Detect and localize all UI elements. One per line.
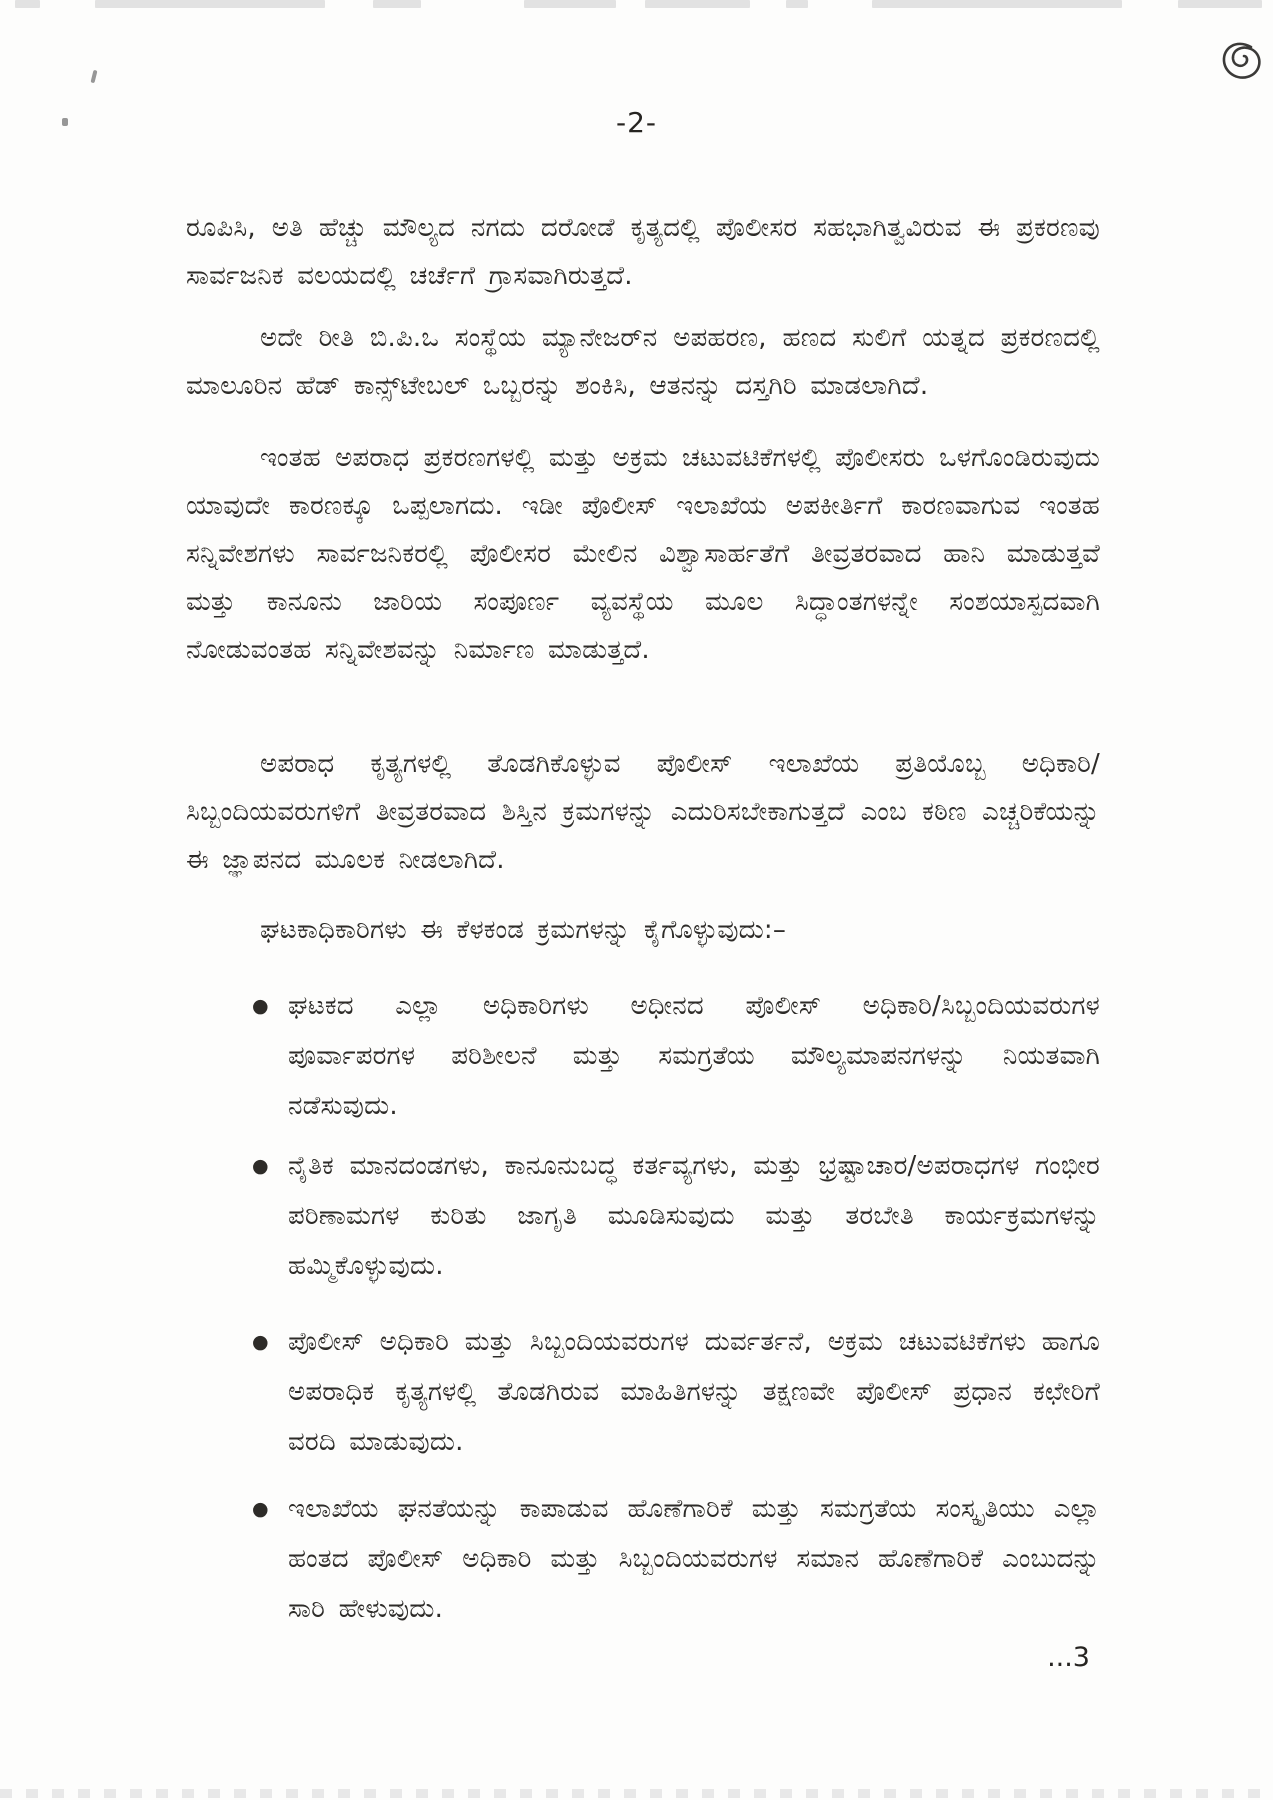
bullet-item-text: ಘಟಕದ ಎಲ್ಲಾ ಅಧಿಕಾರಿಗಳು ಅಧೀನದ ಪೊಲೀಸ್ ಅಧಿಕಾರಿ/ಸಿಬ್ಬಂದಿಯವರುಗಳ ಪೂರ್ವಾಪರಗಳ ಪರಿಶೀಲನೆ ಮತ್ತು ಸಮಗ್ರತೆಯ ಮೌಲ್ಯಮಾಪನಗಳನ್ನು ನಿಯತವಾಗಿ ನಡೆಸುವುದು. <box>288 991 1100 1121</box>
paragraph-continuation: ರೂಪಿಸಿ, ಅತಿ ಹೆಚ್ಚು ಮೌಲ್ಯದ ನಗದು ದರೋಡೆ ಕೃತ್ಯದಲ್ಲಿ ಪೊಲೀಸರ ಸಹಭಾಗಿತ್ವವಿರುವ ಈ ಪ್ರಕರಣವು ಸಾರ್ವಜನಿಕ ವಲಯದಲ್ಲಿ ಚರ್ಚೆಗೆ ಗ್ರಾಸವಾಗಿರುತ್ತದೆ. <box>186 213 1100 291</box>
bullet-item-text: ಇಲಾಖೆಯ ಘನತೆಯನ್ನು ಕಾಪಾಡುವ ಹೊಣೆಗಾರಿಕೆ ಮತ್ತು ಸಮಗ್ರತೆಯ ಸಂಸ್ಕೃತಿಯು ಎಲ್ಲಾ ಹಂತದ ಪೊಲೀಸ್ ಅಧಿಕಾರಿ ಮತ್ತು ಸಿಬ್ಬಂದಿಯವರುಗಳ ಸಮಾನ ಹೊಣೆಗಾರಿಕೆ ಎಂಬುದನ್ನು ಸಾರಿ ಹೇಳುವುದು. <box>288 1494 1100 1624</box>
scan-artifact-top <box>645 0 750 8</box>
bullet-item <box>186 1484 1100 1634</box>
scan-artifact-bottom <box>0 1789 1273 1798</box>
ink-speck <box>90 70 97 84</box>
scan-artifact-top <box>786 0 808 8</box>
bullet-dot-icon: ● <box>252 1155 269 1177</box>
scan-artifact-top <box>1178 0 1262 8</box>
bullet-item <box>186 1141 1100 1291</box>
bullet-dot-icon: ● <box>252 1498 269 1520</box>
bullet-item-text: ನೈತಿಕ ಮಾನದಂಡಗಳು, ಕಾನೂನುಬದ್ಧ ಕರ್ತವ್ಯಗಳು, ಮತ್ತು ಭ್ರಷ್ಟಾಚಾರ/ಅಪರಾಧಗಳ ಗಂಭೀರ ಪರಿಣಾಮಗಳ ಕುರಿತು ಜಾಗೃತಿ ಮೂಡಿಸುವುದು ಮತ್ತು ತರಬೇತಿ ಕಾರ್ಯಕ್ರಮಗಳನ್ನು ಹಮ್ಮಿಕೊಳ್ಳುವುದು. <box>288 1151 1100 1281</box>
scan-artifact-top <box>524 0 616 8</box>
scan-artifact-top <box>95 0 325 8</box>
page-number: -2- <box>615 106 658 139</box>
paragraph: ಅದೇ ರೀತಿ ಬಿ.ಪಿ.ಒ ಸಂಸ್ಥೆಯ ಮ್ಯಾನೇಜರ್‌ನ ಅಪಹರಣ, ಹಣದ ಸುಲಿಗೆ ಯತ್ನದ ಪ್ರಕರಣದಲ್ಲಿ ಮಾಲೂರಿನ ಹೆಡ್ ಕಾನ್ಸ್‌ಟೇಬಲ್ ಒಬ್ಬರನ್ನು ಶಂಕಿಸಿ, ಆತನನ್ನು ದಸ್ತಗಿರಿ ಮಾಡಲಾಗಿದೆ. <box>186 323 1100 401</box>
scan-artifact-top <box>15 0 40 8</box>
bullet-dot-icon: ● <box>252 1331 269 1353</box>
bullet-item <box>186 1317 1100 1467</box>
paragraph-list-intro: ಘಟಕಾಧಿಕಾರಿಗಳು ಈ ಕೆಳಕಂಡ ಕ್ರಮಗಳನ್ನು ಕೈಗೊಳ್ಳುವುದು:– <box>260 915 787 945</box>
bullet-dot-icon: ● <box>252 995 269 1017</box>
bullet-item <box>186 981 1100 1131</box>
continuation-marker: ...3 <box>1047 1642 1090 1673</box>
scan-artifact-top <box>373 0 421 8</box>
scan-artifact-top <box>872 0 1122 8</box>
paragraph: ಇಂತಹ ಅಪರಾಧ ಪ್ರಕರಣಗಳಲ್ಲಿ ಮತ್ತು ಅಕ್ರಮ ಚಟುವಟಿಕೆಗಳಲ್ಲಿ ಪೊಲೀಸರು ಒಳಗೊಂಡಿರುವುದು ಯಾವುದೇ ಕಾರಣಕ್ಕೂ ಒಪ್ಪಲಾಗದು. ಇಡೀ ಪೊಲೀಸ್ ಇಲಾಖೆಯ ಅಪಕೀರ್ತಿಗೆ ಕಾರಣವಾಗುವ ಇಂತಹ ಸನ್ನಿವೇಶಗಳು ಸಾರ್ವಜನಿಕರಲ್ಲಿ ಪೊಲೀಸರ ಮೇಲಿನ ವಿಶ್ವಾಸಾರ್ಹತೆಗೆ ತೀವ್ರತರವಾದ ಹಾನಿ ಮಾಡುತ್ತವೆ ಮತ್ತು ಕಾನೂನು ಜಾರಿಯ ಸಂಪೂರ್ಣ ವ್ಯವಸ್ಥೆಯ ಮೂಲ ಸಿದ್ಧಾಂತಗಳನ್ನೇ ಸಂಶಯಾಸ್ಪದವಾಗಿ ನೋಡುವಂತಹ ಸನ್ನಿವೇಶವನ್ನು ನಿರ್ಮಾಣ ಮಾಡುತ್ತದೆ. <box>186 443 1100 665</box>
bullet-item-text: ಪೊಲೀಸ್ ಅಧಿಕಾರಿ ಮತ್ತು ಸಿಬ್ಬಂದಿಯವರುಗಳ ದುರ್ವರ್ತನೆ, ಅಕ್ರಮ ಚಟುವಟಿಕೆಗಳು ಹಾಗೂ ಅಪರಾಧಿಕ ಕೃತ್ಯಗಳಲ್ಲಿ ತೊಡಗಿರುವ ಮಾಹಿತಿಗಳನ್ನು ತಕ್ಷಣವೇ ಪೊಲೀಸ್ ಪ್ರಧಾನ ಕಛೇರಿಗೆ ವರದಿ ಮಾಡುವುದು. <box>288 1327 1100 1457</box>
handwritten-spiral-mark-icon <box>1219 40 1265 86</box>
paragraph: ಅಪರಾಧ ಕೃತ್ಯಗಳಲ್ಲಿ ತೊಡಗಿಕೊಳ್ಳುವ ಪೊಲೀಸ್ ಇಲಾಖೆಯ ಪ್ರತಿಯೊಬ್ಬ ಅಧಿಕಾರಿ/ಸಿಬ್ಬಂದಿಯವರುಗಳಿಗೆ ತೀವ್ರತರವಾದ ಶಿಸ್ತಿನ ಕ್ರಮಗಳನ್ನು ಎದುರಿಸಬೇಕಾಗುತ್ತದೆ ಎಂಬ ಕಠಿಣ ಎಚ್ಚರಿಕೆಯನ್ನು ಈ ಜ್ಞಾಪನದ ಮೂಲಕ ನೀಡಲಾಗಿದೆ. <box>186 749 1100 875</box>
